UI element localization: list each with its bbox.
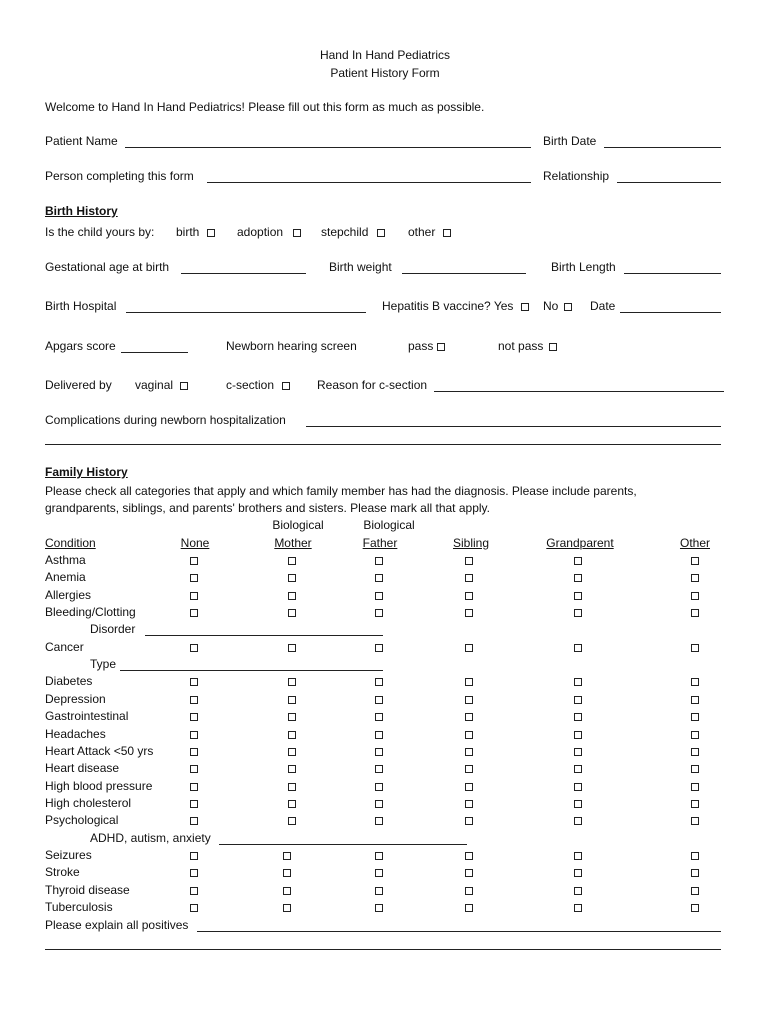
checkbox-grandparent[interactable] (574, 748, 582, 756)
birth-length-field[interactable] (624, 273, 721, 274)
checkbox-sibling[interactable] (465, 869, 473, 877)
checkbox-other[interactable] (691, 852, 699, 860)
checkbox-other[interactable] (691, 817, 699, 825)
condition-detail-field[interactable] (219, 844, 467, 845)
vaginal-label: vaginal (135, 378, 174, 392)
adoption-option-label: adoption (237, 225, 284, 239)
checkbox-father[interactable] (375, 783, 383, 791)
checkbox-grandparent[interactable] (574, 817, 582, 825)
checkbox-mother[interactable] (283, 904, 291, 912)
complications-field-line-2[interactable] (45, 444, 721, 445)
gestational-age-field[interactable] (181, 273, 306, 274)
checkbox-grandparent[interactable] (574, 678, 582, 686)
checkbox-grandparent[interactable] (574, 887, 582, 895)
checkbox-father[interactable] (375, 869, 383, 877)
birth-length-label: Birth Length (551, 260, 616, 274)
condition-label: Asthma (45, 553, 86, 567)
checkbox-father[interactable] (375, 748, 383, 756)
checkbox-grandparent[interactable] (574, 557, 582, 565)
checkbox-other[interactable] (691, 748, 699, 756)
birth-option-label: birth (176, 225, 200, 239)
checkbox-mother[interactable] (288, 800, 296, 808)
checkbox-mother[interactable] (288, 557, 296, 565)
hep-b-yes-checkbox[interactable] (521, 303, 529, 311)
checkbox-sibling[interactable] (465, 574, 473, 582)
checkbox-father[interactable] (375, 592, 383, 600)
checkbox-none[interactable] (190, 644, 198, 652)
checkbox-none[interactable] (190, 609, 198, 617)
checkbox-mother[interactable] (288, 731, 296, 739)
checkbox-sibling[interactable] (465, 713, 473, 721)
checkbox-other[interactable] (691, 574, 699, 582)
condition-label: Depression (45, 691, 106, 706)
birth-date-field[interactable] (604, 147, 721, 148)
condition-detail-label: ADHD, autism, anxiety (90, 830, 211, 845)
checkbox-grandparent[interactable] (574, 765, 582, 773)
checkbox-mother[interactable] (288, 713, 296, 721)
col-none: None (180, 536, 210, 550)
person-completing-field[interactable] (207, 182, 531, 183)
checkbox-other[interactable] (691, 592, 699, 600)
checkbox-father[interactable] (375, 696, 383, 704)
col-sibling: Sibling (452, 536, 490, 550)
checkbox-grandparent[interactable] (574, 609, 582, 617)
checkbox-father[interactable] (375, 557, 383, 565)
other-checkbox[interactable] (443, 229, 451, 237)
checkbox-other[interactable] (691, 678, 699, 686)
checkbox-none[interactable] (190, 765, 198, 773)
other-option-label: other (408, 225, 436, 239)
not-pass-checkbox[interactable] (549, 343, 557, 351)
checkbox-grandparent[interactable] (574, 713, 582, 721)
complications-field[interactable] (306, 426, 721, 427)
checkbox-mother[interactable] (288, 696, 296, 704)
checkbox-other[interactable] (691, 713, 699, 721)
condition-detail-label: Type (90, 657, 117, 672)
checkbox-mother[interactable] (288, 817, 296, 825)
form-subtitle: Patient History Form (330, 66, 440, 80)
condition-label: High cholesterol (45, 795, 132, 810)
condition-detail-label: Disorder (90, 622, 136, 637)
birth-weight-field[interactable] (402, 273, 526, 274)
col-father: Father (362, 536, 398, 550)
hep-b-date-label: Date (590, 299, 616, 313)
birth-hospital-label: Birth Hospital (45, 299, 117, 313)
birth-checkbox[interactable] (207, 229, 215, 237)
adoption-checkbox[interactable] (293, 229, 301, 237)
checkbox-none[interactable] (190, 887, 198, 895)
checkbox-other[interactable] (691, 800, 699, 808)
checkbox-none[interactable] (190, 869, 198, 877)
checkbox-grandparent[interactable] (574, 904, 582, 912)
birth-date-label: Birth Date (543, 134, 597, 148)
checkbox-sibling[interactable] (465, 696, 473, 704)
condition-detail-field[interactable] (120, 670, 383, 671)
checkbox-father[interactable] (375, 904, 383, 912)
condition-label: Allergies (45, 587, 92, 602)
delivered-by-label: Delivered by (45, 378, 112, 392)
checkbox-none[interactable] (190, 731, 198, 739)
checkbox-father[interactable] (375, 852, 383, 860)
complications-label: Complications during newborn hospitalization (45, 413, 286, 427)
condition-label: High blood pressure (45, 778, 153, 793)
col-other: Other (679, 536, 710, 550)
checkbox-sibling[interactable] (465, 783, 473, 791)
birth-hospital-field[interactable] (126, 312, 366, 313)
birth-history-heading: Birth History (45, 204, 118, 218)
checkbox-grandparent[interactable] (574, 852, 582, 860)
stepchild-checkbox[interactable] (377, 229, 385, 237)
explain-positives-field-line-2[interactable] (45, 949, 721, 950)
condition-label: Heart Attack <50 yrs (45, 743, 154, 758)
condition-label: Diabetes (45, 674, 93, 689)
checkbox-none[interactable] (190, 678, 198, 686)
checkbox-grandparent[interactable] (574, 574, 582, 582)
child-yours-label: Is the child yours by: (45, 225, 155, 239)
condition-label: Thyroid disease (45, 882, 130, 897)
hep-b-date-field[interactable] (620, 312, 721, 313)
checkbox-grandparent[interactable] (574, 783, 582, 791)
checkbox-none[interactable] (190, 748, 198, 756)
checkbox-other[interactable] (691, 904, 699, 912)
checkbox-none[interactable] (190, 783, 198, 791)
checkbox-sibling[interactable] (465, 904, 473, 912)
checkbox-none[interactable] (190, 574, 198, 582)
checkbox-mother[interactable] (288, 748, 296, 756)
condition-label: Cancer (45, 639, 84, 654)
patient-name-field[interactable] (125, 147, 531, 148)
checkbox-other[interactable] (691, 887, 699, 895)
apgars-field[interactable] (121, 352, 188, 353)
mother-bio-label: Biological (272, 518, 324, 532)
welcome-text: Welcome to Hand In Hand Pediatrics! Please fill out this form as much as possible. (45, 100, 485, 114)
checkbox-none[interactable] (190, 557, 198, 565)
checkbox-mother[interactable] (288, 644, 296, 652)
checkbox-sibling[interactable] (465, 817, 473, 825)
relationship-field[interactable] (617, 182, 721, 183)
checkbox-grandparent[interactable] (574, 696, 582, 704)
pass-checkbox[interactable] (437, 343, 445, 351)
relationship-label: Relationship (543, 169, 610, 183)
checkbox-other[interactable] (691, 644, 699, 652)
checkbox-mother[interactable] (283, 852, 291, 860)
checkbox-other[interactable] (691, 783, 699, 791)
condition-label: Stroke (45, 865, 80, 880)
col-condition: Condition (45, 536, 96, 550)
checkbox-other[interactable] (691, 609, 699, 617)
checkbox-sibling[interactable] (465, 887, 473, 895)
checkbox-none[interactable] (190, 904, 198, 912)
checkbox-father[interactable] (375, 731, 383, 739)
hep-b-no-label: No (543, 299, 559, 313)
checkbox-sibling[interactable] (465, 765, 473, 773)
vaginal-checkbox[interactable] (180, 382, 188, 390)
checkbox-sibling[interactable] (465, 852, 473, 860)
checkbox-father[interactable] (375, 800, 383, 808)
checkbox-mother[interactable] (288, 574, 296, 582)
checkbox-mother[interactable] (283, 887, 291, 895)
reason-c-section-label: Reason for c-section (317, 378, 428, 392)
checkbox-other[interactable] (691, 696, 699, 704)
checkbox-none[interactable] (190, 800, 198, 808)
checkbox-mother[interactable] (288, 765, 296, 773)
pass-label: pass (408, 339, 434, 353)
checkbox-other[interactable] (691, 557, 699, 565)
stepchild-option-label: stepchild (321, 225, 369, 239)
condition-label: Psychological (45, 813, 119, 828)
checkbox-mother[interactable] (288, 592, 296, 600)
checkbox-father[interactable] (375, 765, 383, 773)
hearing-screen-label: Newborn hearing screen (226, 339, 357, 353)
condition-label: Gastrointestinal (45, 709, 129, 724)
checkbox-other[interactable] (691, 731, 699, 739)
checkbox-grandparent[interactable] (574, 869, 582, 877)
checkbox-sibling[interactable] (465, 644, 473, 652)
birth-weight-label: Birth weight (329, 260, 392, 274)
checkbox-none[interactable] (190, 817, 198, 825)
col-grandparent: Grandparent (546, 536, 614, 550)
family-history-heading: Family History (45, 465, 128, 479)
checkbox-sibling[interactable] (465, 678, 473, 686)
checkbox-father[interactable] (375, 609, 383, 617)
checkbox-grandparent[interactable] (574, 592, 582, 600)
checkbox-father[interactable] (375, 644, 383, 652)
checkbox-grandparent[interactable] (574, 644, 582, 652)
condition-label: Seizures (45, 847, 92, 862)
not-pass-label: not pass (498, 339, 544, 353)
checkbox-sibling[interactable] (465, 609, 473, 617)
family-instructions-1: Please check all categories that apply and which family member has had the diagnosis. Please include parents, (45, 484, 637, 498)
hep-b-no-checkbox[interactable] (564, 303, 572, 311)
checkbox-grandparent[interactable] (574, 800, 582, 808)
checkbox-father[interactable] (375, 713, 383, 721)
family-instructions-2: grandparents, siblings, and parents' brothers and sisters. Please mark all that apply. (45, 501, 490, 515)
checkbox-other[interactable] (691, 869, 699, 877)
apgars-label: Apgars score (45, 339, 116, 353)
checkbox-none[interactable] (190, 696, 198, 704)
checkbox-other[interactable] (691, 765, 699, 773)
checkbox-none[interactable] (190, 852, 198, 860)
condition-label: Tuberculosis (45, 900, 113, 914)
checkbox-mother[interactable] (283, 869, 291, 877)
checkbox-father[interactable] (375, 678, 383, 686)
gestational-age-label: Gestational age at birth (45, 260, 170, 274)
explain-positives-label: Please explain all positives (45, 918, 189, 932)
condition-label: Anemia (45, 570, 86, 585)
checkbox-father[interactable] (375, 574, 383, 582)
checkbox-sibling[interactable] (465, 731, 473, 739)
reason-c-section-field[interactable] (434, 391, 724, 392)
checkbox-mother[interactable] (288, 783, 296, 791)
checkbox-sibling[interactable] (465, 748, 473, 756)
patient-name-label: Patient Name (45, 134, 118, 148)
condition-label: Heart disease (45, 761, 120, 776)
checkbox-sibling[interactable] (465, 800, 473, 808)
person-completing-label: Person completing this form (45, 169, 194, 183)
c-section-label: c-section (226, 378, 275, 392)
checkbox-mother[interactable] (288, 678, 296, 686)
explain-positives-field[interactable] (197, 931, 721, 932)
checkbox-sibling[interactable] (465, 557, 473, 565)
checkbox-sibling[interactable] (465, 592, 473, 600)
checkbox-father[interactable] (375, 817, 383, 825)
condition-label: Bleeding/Clotting (45, 605, 136, 620)
checkbox-mother[interactable] (288, 609, 296, 617)
hep-b-label: Hepatitis B vaccine? Yes (382, 299, 514, 313)
col-mother: Mother (274, 536, 312, 550)
checkbox-grandparent[interactable] (574, 731, 582, 739)
checkbox-father[interactable] (375, 887, 383, 895)
c-section-checkbox[interactable] (282, 382, 290, 390)
condition-detail-field[interactable] (145, 635, 383, 636)
form-title: Hand In Hand Pediatrics (319, 48, 451, 62)
checkbox-none[interactable] (190, 592, 198, 600)
checkbox-none[interactable] (190, 713, 198, 721)
condition-label: Headaches (45, 726, 106, 741)
father-bio-label: Biological (363, 518, 415, 532)
